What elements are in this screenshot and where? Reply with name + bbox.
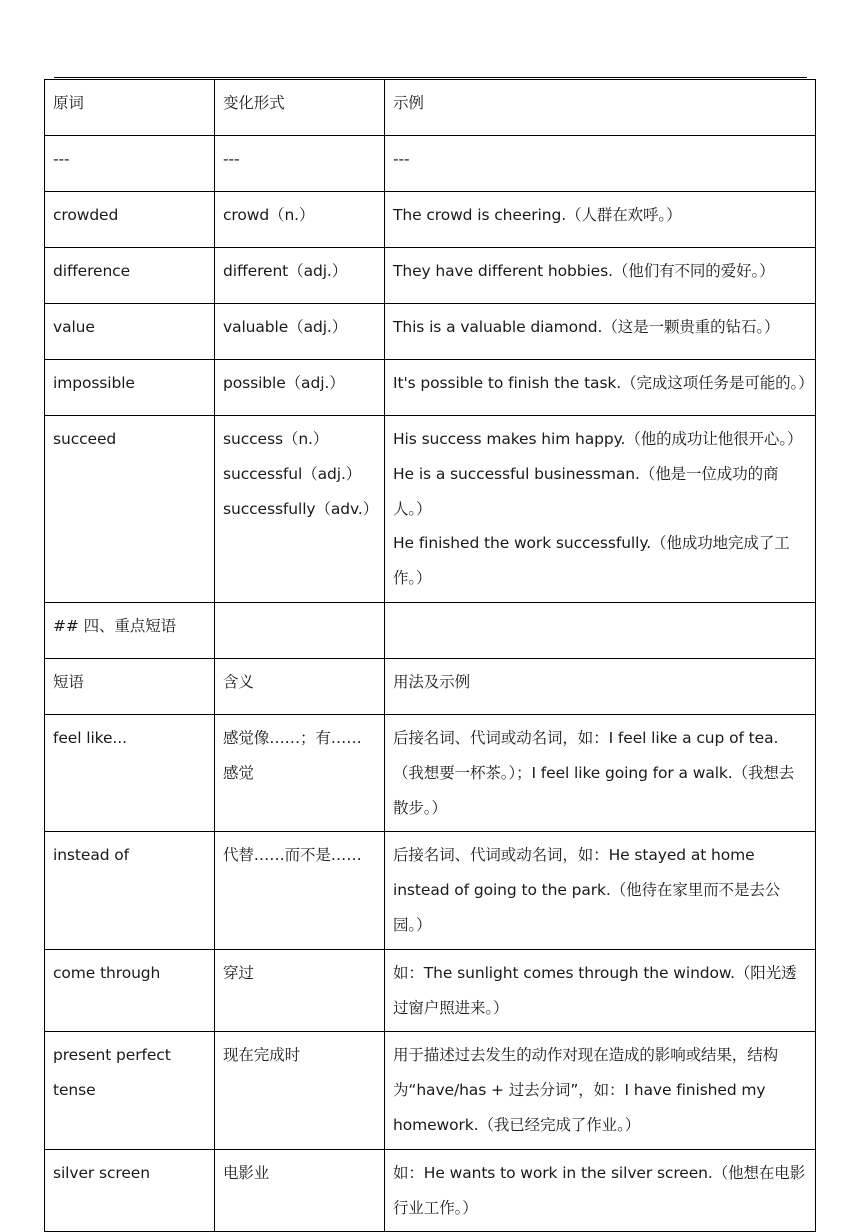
word-cell: value <box>45 304 215 360</box>
meaning-cell: 电影业 <box>215 1149 385 1232</box>
phrase-cell: instead of <box>45 832 215 949</box>
document-table <box>44 79 816 1232</box>
header-example: 示例 <box>385 80 816 136</box>
word-cell: difference <box>45 248 215 304</box>
form-item: valuable（adj.） <box>223 318 348 336</box>
table-row <box>45 1032 816 1149</box>
header-meaning: 含义 <box>215 658 385 714</box>
phrase-cell: present perfect tense <box>45 1032 215 1149</box>
top-rule <box>54 77 807 78</box>
forms-cell <box>215 304 385 360</box>
example-item: They have different hobbies.（他们有不同的爱好。） <box>393 262 775 280</box>
table-row <box>45 304 816 360</box>
table-row <box>45 1149 816 1232</box>
table-row <box>45 248 816 304</box>
example-item: He finished the work successfully.（他成功地完成了工作。） <box>393 534 790 588</box>
header-phrase: 短语 <box>45 658 215 714</box>
forms-cell <box>215 360 385 416</box>
form-item: success（n.） <box>223 430 329 448</box>
example-cell <box>385 192 816 248</box>
example-item: It's possible to finish the task.（完成这项任务是可能的。） <box>393 374 814 392</box>
section-heading-row <box>45 602 816 658</box>
example-cell <box>385 304 816 360</box>
separator-cell: --- <box>385 136 816 192</box>
usage-cell: 用于描述过去发生的动作对现在造成的影响或结果，结构为“have/has + 过去分词”，如：I have finished my homework.（我已经完成了作业。） <box>385 1032 816 1149</box>
table-row <box>45 360 816 416</box>
header-usage: 用法及示例 <box>385 658 816 714</box>
phrase-header-row <box>45 658 816 714</box>
example-item: His success makes him happy.（他的成功让他很开心。） <box>393 430 803 448</box>
example-cell <box>385 360 816 416</box>
form-item: possible（adj.） <box>223 374 345 392</box>
usage-cell: 后接名词、代词或动名词，如：He stayed at home instead of going to the park.（他待在家里而不是去公园。） <box>385 832 816 949</box>
phrase-cell: come through <box>45 949 215 1032</box>
forms-cell <box>215 248 385 304</box>
word-cell: impossible <box>45 360 215 416</box>
usage-cell: 如：He wants to work in the silver screen.（他想在电影行业工作。） <box>385 1149 816 1232</box>
usage-cell: 后接名词、代词或动名词，如：I feel like a cup of tea.（我想要一杯茶。）；I feel like going for a walk.（我想去散步。） <box>385 714 816 831</box>
section-heading: ## 四、重点短语 <box>45 602 215 658</box>
form-item: successful（adj.） <box>223 464 362 483</box>
separator-row <box>45 136 816 192</box>
example-cell <box>385 248 816 304</box>
phrase-cell: feel like... <box>45 714 215 831</box>
table-row <box>45 416 816 603</box>
forms-cell <box>215 192 385 248</box>
meaning-cell: 感觉像……；有……感觉 <box>215 714 385 831</box>
form-item: different（adj.） <box>223 262 348 280</box>
form-item: successfully（adv.） <box>223 499 379 518</box>
example-item: The crowd is cheering.（人群在欢呼。） <box>393 206 682 224</box>
example-item: This is a valuable diamond.（这是一颗贵重的钻石。） <box>393 318 780 336</box>
table-row <box>45 192 816 248</box>
example-cell <box>385 416 816 603</box>
separator-cell: --- <box>215 136 385 192</box>
vocab-header-row <box>45 80 816 136</box>
meaning-cell: 现在完成时 <box>215 1032 385 1149</box>
separator-cell: --- <box>45 136 215 192</box>
header-original: 原词 <box>45 80 215 136</box>
example-item: He is a successful businessman.（他是一位成功的商人。） <box>393 464 779 518</box>
form-item: crowd（n.） <box>223 206 315 224</box>
phrase-cell: silver screen <box>45 1149 215 1232</box>
table-row <box>45 949 816 1032</box>
word-cell: succeed <box>45 416 215 603</box>
table-row <box>45 832 816 949</box>
meaning-cell: 代替……而不是…… <box>215 832 385 949</box>
forms-cell <box>215 416 385 603</box>
table-row <box>45 714 816 831</box>
word-cell: crowded <box>45 192 215 248</box>
empty-cell <box>215 602 385 658</box>
meaning-cell: 穿过 <box>215 949 385 1032</box>
usage-cell: 如：The sunlight comes through the window.（阳光透过窗户照进来。） <box>385 949 816 1032</box>
header-forms: 变化形式 <box>215 80 385 136</box>
empty-cell <box>385 602 816 658</box>
